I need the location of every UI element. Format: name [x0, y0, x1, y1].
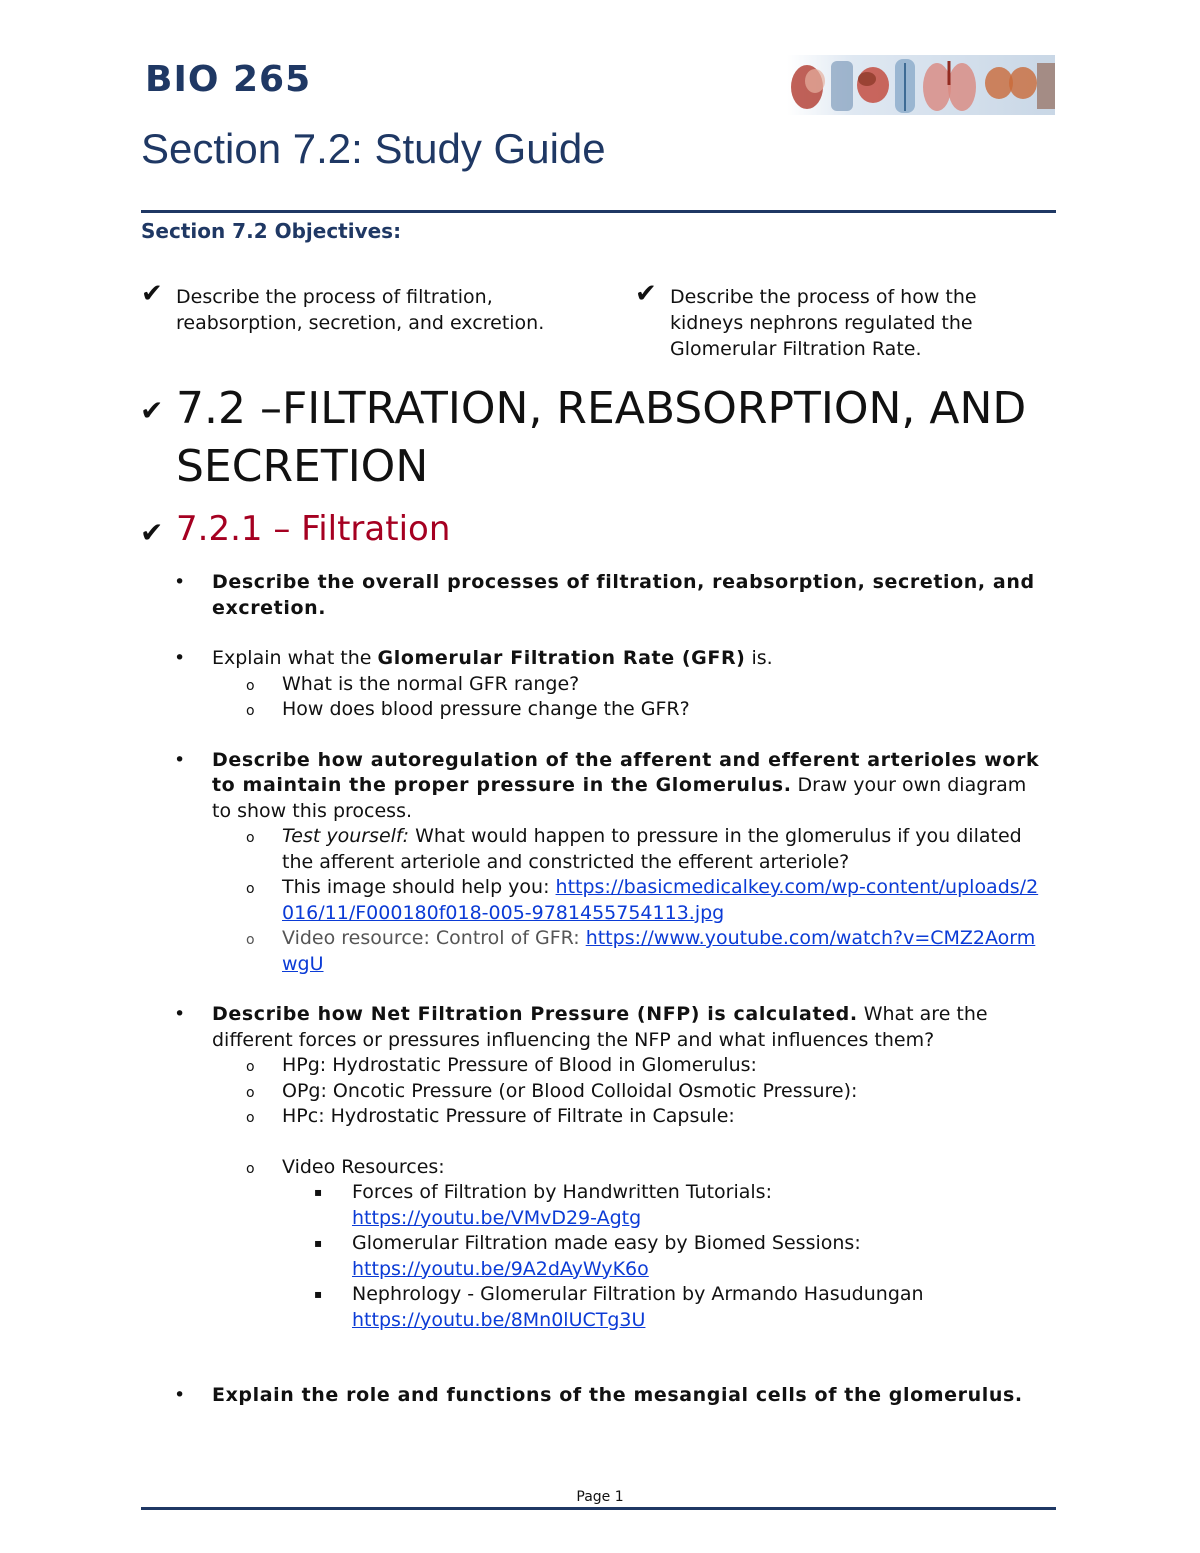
video-link[interactable]: https://youtu.be/9A2dAyWyK6o [352, 1257, 649, 1280]
list-item [174, 748, 1044, 825]
bullet-icon: • [174, 571, 186, 593]
header-divider [141, 210, 1056, 213]
item-bold-text: Explain the role and functions of the mesangial cells of the glomerulus. [212, 1384, 1023, 1406]
bullet-icon: • [174, 647, 186, 669]
sub-item-text: How does blood pressure change the GFR? [282, 698, 690, 720]
objective-left-text: Describe the process of filtration, reabsorption, secretion, and excretion. [176, 286, 545, 334]
circle-bullet-icon: o [246, 703, 255, 719]
sub-item [174, 1155, 1044, 1181]
sub-item-text: OPg: Oncotic Pressure (or Blood Colloidal Osmotic Pressure): [282, 1079, 858, 1102]
square-bullet-icon: ▪ [314, 1185, 323, 1199]
anatomy-banner-image [787, 55, 1055, 115]
video-link[interactable]: https://www.youtube.com/watch?v=CMZ2AormwgU [282, 927, 1036, 975]
bullet-icon: • [174, 1384, 186, 1406]
bullet-icon: • [174, 1003, 186, 1025]
objective-right [635, 279, 1050, 362]
sub-item [174, 1053, 1044, 1079]
objectives-heading: Section 7.2 Objectives: [141, 219, 402, 243]
circle-bullet-icon: o [246, 1059, 255, 1075]
sub-item [174, 926, 1044, 977]
video-resource-item [174, 1180, 1044, 1231]
main-heading: 7.2 –FILTRATION, REABSORPTION, AND SECRETION [176, 383, 1027, 492]
item-bold-text: Describe how Net Filtration Pressure (NFP) is calculated. [212, 1003, 858, 1025]
circle-bullet-icon: o [246, 677, 255, 694]
check-icon: ✔ [140, 516, 164, 549]
sub-item-text: HPc: Hydrostatic Pressure of Filtrate in Capsule: [282, 1105, 735, 1127]
course-code: BIO 265 [145, 59, 312, 100]
sub-item [174, 1079, 1044, 1105]
sub-item [174, 875, 1044, 926]
item-bold-text: Glomerular Filtration Rate (GFR) [377, 647, 746, 669]
video-resource-item [174, 1282, 1044, 1333]
question-list [174, 570, 1044, 1409]
check-icon: ✔ [635, 279, 657, 309]
section-title: Section 7.2: Study Guide [141, 125, 606, 172]
video-link[interactable]: https://youtu.be/VMvD29-Agtg [352, 1206, 642, 1229]
sub-item [174, 1104, 1044, 1130]
list-item [174, 1383, 1044, 1409]
circle-bullet-icon: o [246, 1160, 255, 1177]
item-bold-text: Describe how autoregulation of the afferent and efferent arterioles work to maintain the proper pressure in the Glomerulus. [212, 748, 1040, 796]
item-text: Describe the overall processes of filtration, reabsorption, secretion, and excretion. [212, 571, 1035, 619]
objective-right-text: Describe the process of how the kidneys nephrons regulated the Glomerular Filtration Rate. [670, 286, 977, 360]
video-link[interactable]: https://youtu.be/8Mn0lUCTg3U [352, 1308, 646, 1331]
video-title: Forces of Filtration by Handwritten Tutorials: [352, 1181, 772, 1203]
list-item [174, 646, 1044, 672]
footer-divider [141, 1507, 1056, 1510]
video-title: Glomerular Filtration made easy by Biomed Sessions: [352, 1232, 861, 1254]
bullet-icon: • [174, 748, 186, 771]
square-bullet-icon: ▪ [314, 1287, 323, 1301]
sub-item [174, 697, 1044, 723]
check-icon: ✔ [140, 394, 164, 427]
sub-item-text: HPg: Hydrostatic Pressure of Blood in Glomerulus: [282, 1054, 757, 1076]
sub-item [174, 824, 1044, 875]
circle-bullet-icon: o [246, 1110, 255, 1126]
item-text: Draw your own diagram to show this process. [212, 774, 1027, 822]
sub-item-italic: Test yourself: [282, 825, 410, 847]
sub-item-text: What would happen to pressure in the glomerulus if you dilated the afferent arteriole and constricted the efferent arteriole? [282, 825, 1022, 873]
circle-bullet-icon: o [246, 932, 255, 948]
sub-item-text: This image should help you: [282, 876, 556, 898]
check-icon: ✔ [141, 279, 163, 309]
anatomy-illustration-icon [787, 55, 1055, 115]
list-item [174, 570, 1044, 621]
header-band [141, 55, 1056, 115]
sub-heading: 7.2.1 – Filtration [176, 509, 451, 549]
sub-item-text: Video Resources: [282, 1155, 445, 1178]
sub-item-text: Video resource: Control of GFR: [282, 927, 586, 949]
circle-bullet-icon: o [246, 881, 255, 897]
sub-item [174, 672, 1044, 698]
video-title: Nephrology - Glomerular Filtration by Armando Hasudungan [352, 1283, 924, 1305]
objective-left [141, 279, 556, 336]
circle-bullet-icon: o [246, 1084, 255, 1101]
item-text: Explain what the [212, 647, 378, 669]
square-bullet-icon: ▪ [314, 1236, 323, 1250]
item-text: is. [745, 647, 773, 669]
item-text: What are the different forces or pressures influencing the NFP and what influences them? [212, 1003, 988, 1051]
page-number: Page 1 [576, 1489, 624, 1505]
sub-item-text: What is the normal GFR range? [282, 672, 580, 695]
video-resource-item [174, 1231, 1044, 1282]
circle-bullet-icon: o [246, 830, 255, 846]
list-item [174, 1002, 1044, 1053]
image-link[interactable]: https://basicmedicalkey.com/wp-content/uploads/2016/11/F000180f018-005-9781455754113.jpg [282, 876, 1039, 924]
